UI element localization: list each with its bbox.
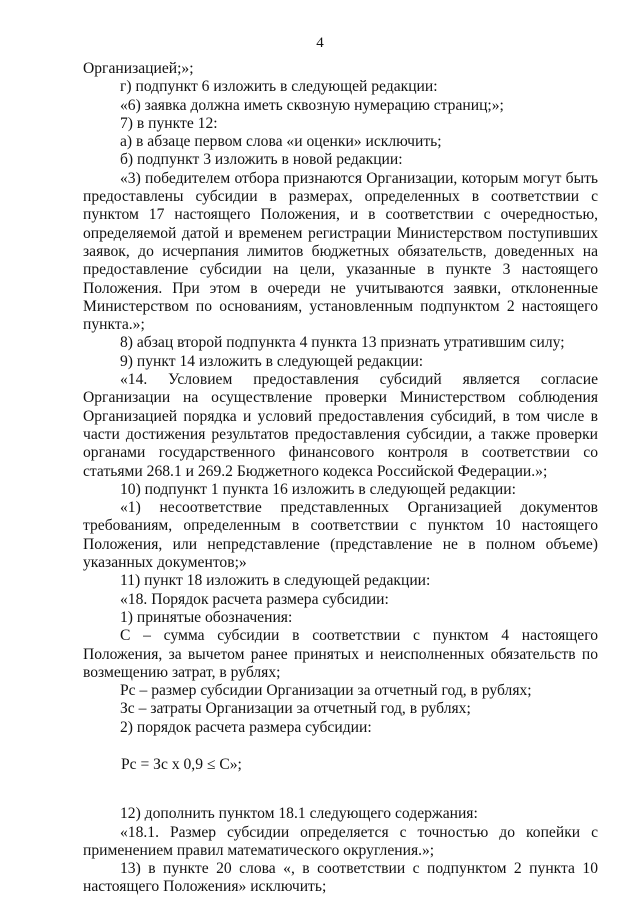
- paragraph: «18. Порядок расчета размера субсидии:: [120, 590, 389, 608]
- paragraph: 12) дополнить пунктом 18.1 следующего содержания:: [120, 805, 478, 823]
- paragraph: «3) победителем отбора признаются Организации, которым могут быть предоставлены субсидии в размерах, определенных в соответствии с пунктом 17 настоящего Положения, и в соответствии с очередностью, определяемой датой и временем регистрации Министерством поступивших заявок, до исчерпания лимитов бюджетных обязательств, доведенных на предоставление субсидии на цели, указанные в пункте 3 настоящего Положения. При этом в очереди не учитываются заявки, отклоненные Министерством по основаниям, установленным подпунктом 2 настоящего пункта.»;: [83, 169, 598, 334]
- paragraph: 2) порядок расчета размера субсидии:: [120, 718, 372, 736]
- paragraph: 13) в пункте 20 слова «, в соответствии с подпунктом 2 пункта 10 настоящего Положения» исключить;: [83, 860, 598, 896]
- document-body: [83, 60, 598, 897]
- paragraph: Зс – затраты Организации за отчетный год, в рублях;: [120, 700, 471, 718]
- paragraph: 8) абзац второй подпункта 4 пункта 13 признать утратившим силу;: [120, 334, 565, 352]
- paragraph: 7) в пункте 12:: [120, 114, 218, 132]
- paragraph: «14. Условием предоставления субсидий является согласие Организации на осуществление проверки Министерством соблюдения Организацией порядка и условий предоставления субсидий, в том числе в части достижения результатов предоставления субсидии, а также проверки органами государственного финансового контроля в соответствии со статьями 268.1 и 269.2 Бюджетного кодекса Российской Федерации.»;: [83, 371, 598, 480]
- subsidy-formula: Рс = Зс х 0,9 ≤ С»;: [121, 755, 242, 773]
- paragraph: б) подпункт 3 изложить в новой редакции:: [120, 151, 403, 169]
- paragraph: Организацией;»;: [83, 60, 194, 77]
- paragraph: 1) принятые обозначения:: [120, 608, 293, 626]
- paragraph: г) подпункт 6 изложить в следующей редакции:: [120, 78, 438, 96]
- paragraph: «6) заявка должна иметь сквозную нумерацию страниц;»;: [120, 96, 504, 114]
- paragraph: Рс – размер субсидии Организации за отчетный год, в рублях;: [120, 682, 532, 700]
- paragraph: 9) пункт 14 изложить в следующей редакции:: [120, 352, 424, 370]
- paragraph: 11) пункт 18 изложить в следующей редакции:: [120, 572, 431, 590]
- paragraph: а) в абзаце первом слова «и оценки» исключить;: [120, 133, 442, 151]
- paragraph: С – сумма субсидии в соответствии с пунктом 4 настоящего Положения, за вычетом ранее принятых и неисполненных обязательств по возмещению затрат, в рублях;: [83, 627, 598, 681]
- paragraph: «18.1. Размер субсидии определяется с точностью до копейки с применением правил математического округления.»;: [83, 823, 598, 859]
- paragraph: «1) несоответствие представленных Организацией документов требованиям, определенным в соответствии с пунктом 10 настоящего Положения, или непредставление (представление не в полном объеме) указанных документов;»: [83, 499, 598, 572]
- paragraph: 10) подпункт 1 пункта 16 изложить в следующей редакции:: [120, 480, 516, 498]
- page-number: 4: [316, 35, 324, 51]
